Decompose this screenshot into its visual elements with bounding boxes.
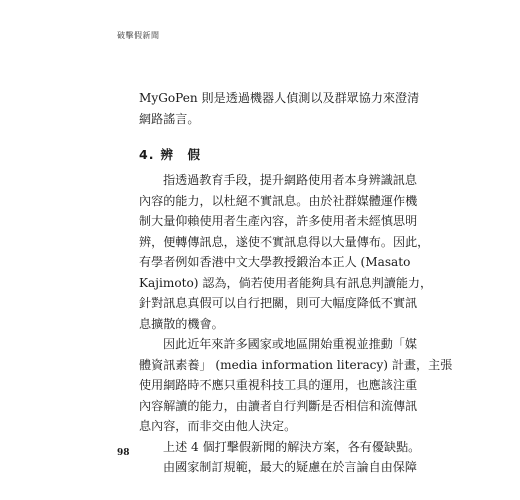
running-head: 破擊假新聞 <box>117 31 160 40</box>
body-line: 使用網路時不應只重視科技工具的運用，也應該注重 <box>139 378 418 392</box>
body-line: 辨，便轉傳訊息，遂使不實訊息得以大量傳布。因此， <box>139 234 430 249</box>
body-line: 體資訊素養」 (media information literacy) 計畫，主張 <box>139 357 453 372</box>
intro-line: MyGoPen 則是透過機器人偵測以及群眾協力來澄清 <box>139 91 420 105</box>
body-line: 指透過教育手段，提升網路使用者本身辨識訊息 <box>163 173 417 187</box>
body-line: 針對訊息真假可以自行把關，則可大幅度降低不實訊 <box>139 296 418 310</box>
body-line: Kajimoto) 認為，倘若使用者能夠具有訊息判讀能力， <box>139 275 433 290</box>
body-line: 因此近年來許多國家或地區開始重視並推動「媒 <box>163 337 417 351</box>
body-line: 有學者例如香港中文大學教授鍛治本正人 (Masato <box>139 255 411 269</box>
body-line: 上述 4 個打擊假新聞的解決方案，各有優缺點。 <box>163 439 421 454</box>
body-line: 內容解讀的能力，由讀者自行判斷是否相信和流傳訊 <box>139 398 418 413</box>
body-line: 內容的能力，以杜絕不實訊息。由於社群媒體運作機 <box>139 193 418 208</box>
section-title: 辨 假 <box>160 147 201 162</box>
section-number: 4. <box>139 147 155 162</box>
section-heading <box>139 145 201 163</box>
body-line: 由國家制訂規範，最大的疑慮在於言論自由保障 <box>163 460 417 474</box>
body-line: 制大量仰賴使用者生產內容，許多使用者未經慎思明 <box>139 214 418 228</box>
body-line: 息內容，而非交由他人決定。 <box>139 419 297 433</box>
intro-line: 網路謠言。 <box>139 111 200 126</box>
page-number: 98 <box>117 448 130 458</box>
section-body <box>139 170 453 478</box>
body-line: 息擴散的機會。 <box>139 316 224 331</box>
intro-paragraph <box>139 88 420 129</box>
